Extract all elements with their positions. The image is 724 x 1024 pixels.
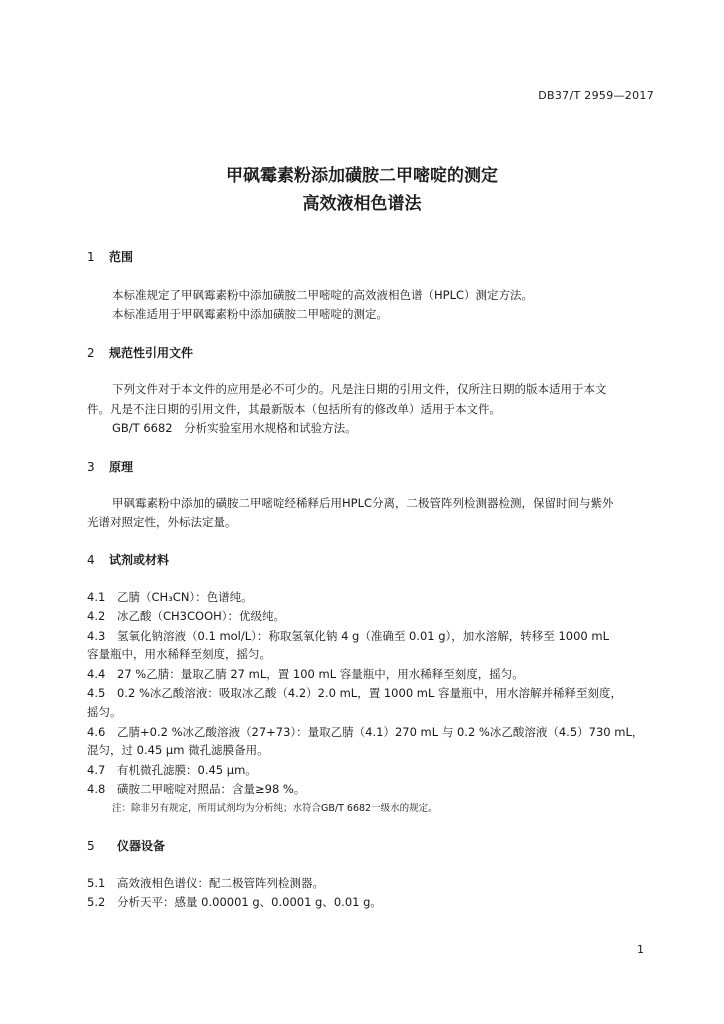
page-number: 1 xyxy=(637,943,644,956)
apparatus-item: 5.2 分析天平：感量 0.00001 g、0.0001 g、0.01 g。 xyxy=(87,895,382,909)
paragraph: 甲砜霉素粉中添加的磺胺二甲嘧啶经稀释后用HPLC分离，二极管阵列检测器检测，保留时间与紫外 xyxy=(112,496,614,510)
reagent-item-continuation: 容量瓶中，用水稀释至刻度，摇匀。 xyxy=(87,647,271,661)
reagent-item-continuation: 混匀，过 0.45 μm 微孔滤膜备用。 xyxy=(87,743,269,757)
paragraph: 光谱对照定性，外标法定量。 xyxy=(87,515,237,529)
section-heading-principle: 3 原理 xyxy=(87,460,134,474)
reference-item: GB/T 6682 分析实验室用水规格和试验方法。 xyxy=(112,421,357,435)
standard-code: DB37/T 2959—2017 xyxy=(538,89,654,102)
note: 注：除非另有规定，所用试剂均为分析纯；水符合GB/T 6682一级水的规定。 xyxy=(112,803,438,814)
reagent-item: 4.5 0.2 %冰乙酸溶液：吸取冰乙酸（4.2）2.0 mL，置 1000 mL 容量瓶中，用水溶解并稀释至刻度， xyxy=(87,686,623,700)
section-heading-scope: 1 范围 xyxy=(87,250,134,264)
apparatus-item: 5.1 高效液相色谱仪：配二极管阵列检测器。 xyxy=(87,876,324,890)
reagent-item: 4.1 乙腈（CH₃CN）：色谱纯。 xyxy=(87,590,253,604)
reagent-item: 4.8 磺胺二甲嘧啶对照品：含量≥98 %。 xyxy=(87,782,306,796)
paragraph: 本标准规定了甲砜霉素粉中添加磺胺二甲嘧啶的高效液相色谱（HPLC）测定方法。 xyxy=(112,288,534,302)
reagent-item: 4.3 氢氧化钠溶液（0.1 mol/L）：称取氢氧化钠 4 g（准确至 0.01 g），加水溶解，转移至 1000 mL xyxy=(87,629,609,643)
paragraph: 本标准适用于甲砜霉素粉中添加磺胺二甲嘧啶的测定。 xyxy=(112,307,388,321)
document-subtitle: 高效液相色谱法 xyxy=(302,194,422,214)
paragraph: 下列文件对于本文件的应用是必不可少的。凡是注日期的引用文件，仅所注日期的版本适用于本文 xyxy=(112,382,607,396)
reagent-item: 4.6 乙腈+0.2 %冰乙酸溶液（27+73）：量取乙腈（4.1）270 mL 与 0.2 %冰乙酸溶液（4.5）730 mL， xyxy=(87,725,644,739)
reagent-item: 4.2 冰乙酸（CH3COOH）：优级纯。 xyxy=(87,609,286,623)
reagent-item: 4.4 27 %乙腈：量取乙腈 27 mL，置 100 mL 容量瓶中，用水稀释至刻度，摇匀。 xyxy=(87,667,524,681)
paragraph: 件。凡是不注日期的引用文件，其最新版本（包括所有的修改单）适用于本文件。 xyxy=(87,402,501,416)
section-heading-reagents: 4 试剂或材料 xyxy=(87,553,170,567)
reagent-item: 4.7 有机微孔滤膜：0.45 μm。 xyxy=(87,763,257,777)
document-title: 甲砜霉素粉添加磺胺二甲嘧啶的测定 xyxy=(226,166,498,186)
section-heading-normative-references: 2 规范性引用文件 xyxy=(87,346,194,360)
section-heading-apparatus: 5 仪器设备 xyxy=(87,839,166,853)
reagent-item-continuation: 摇匀。 xyxy=(87,705,122,719)
